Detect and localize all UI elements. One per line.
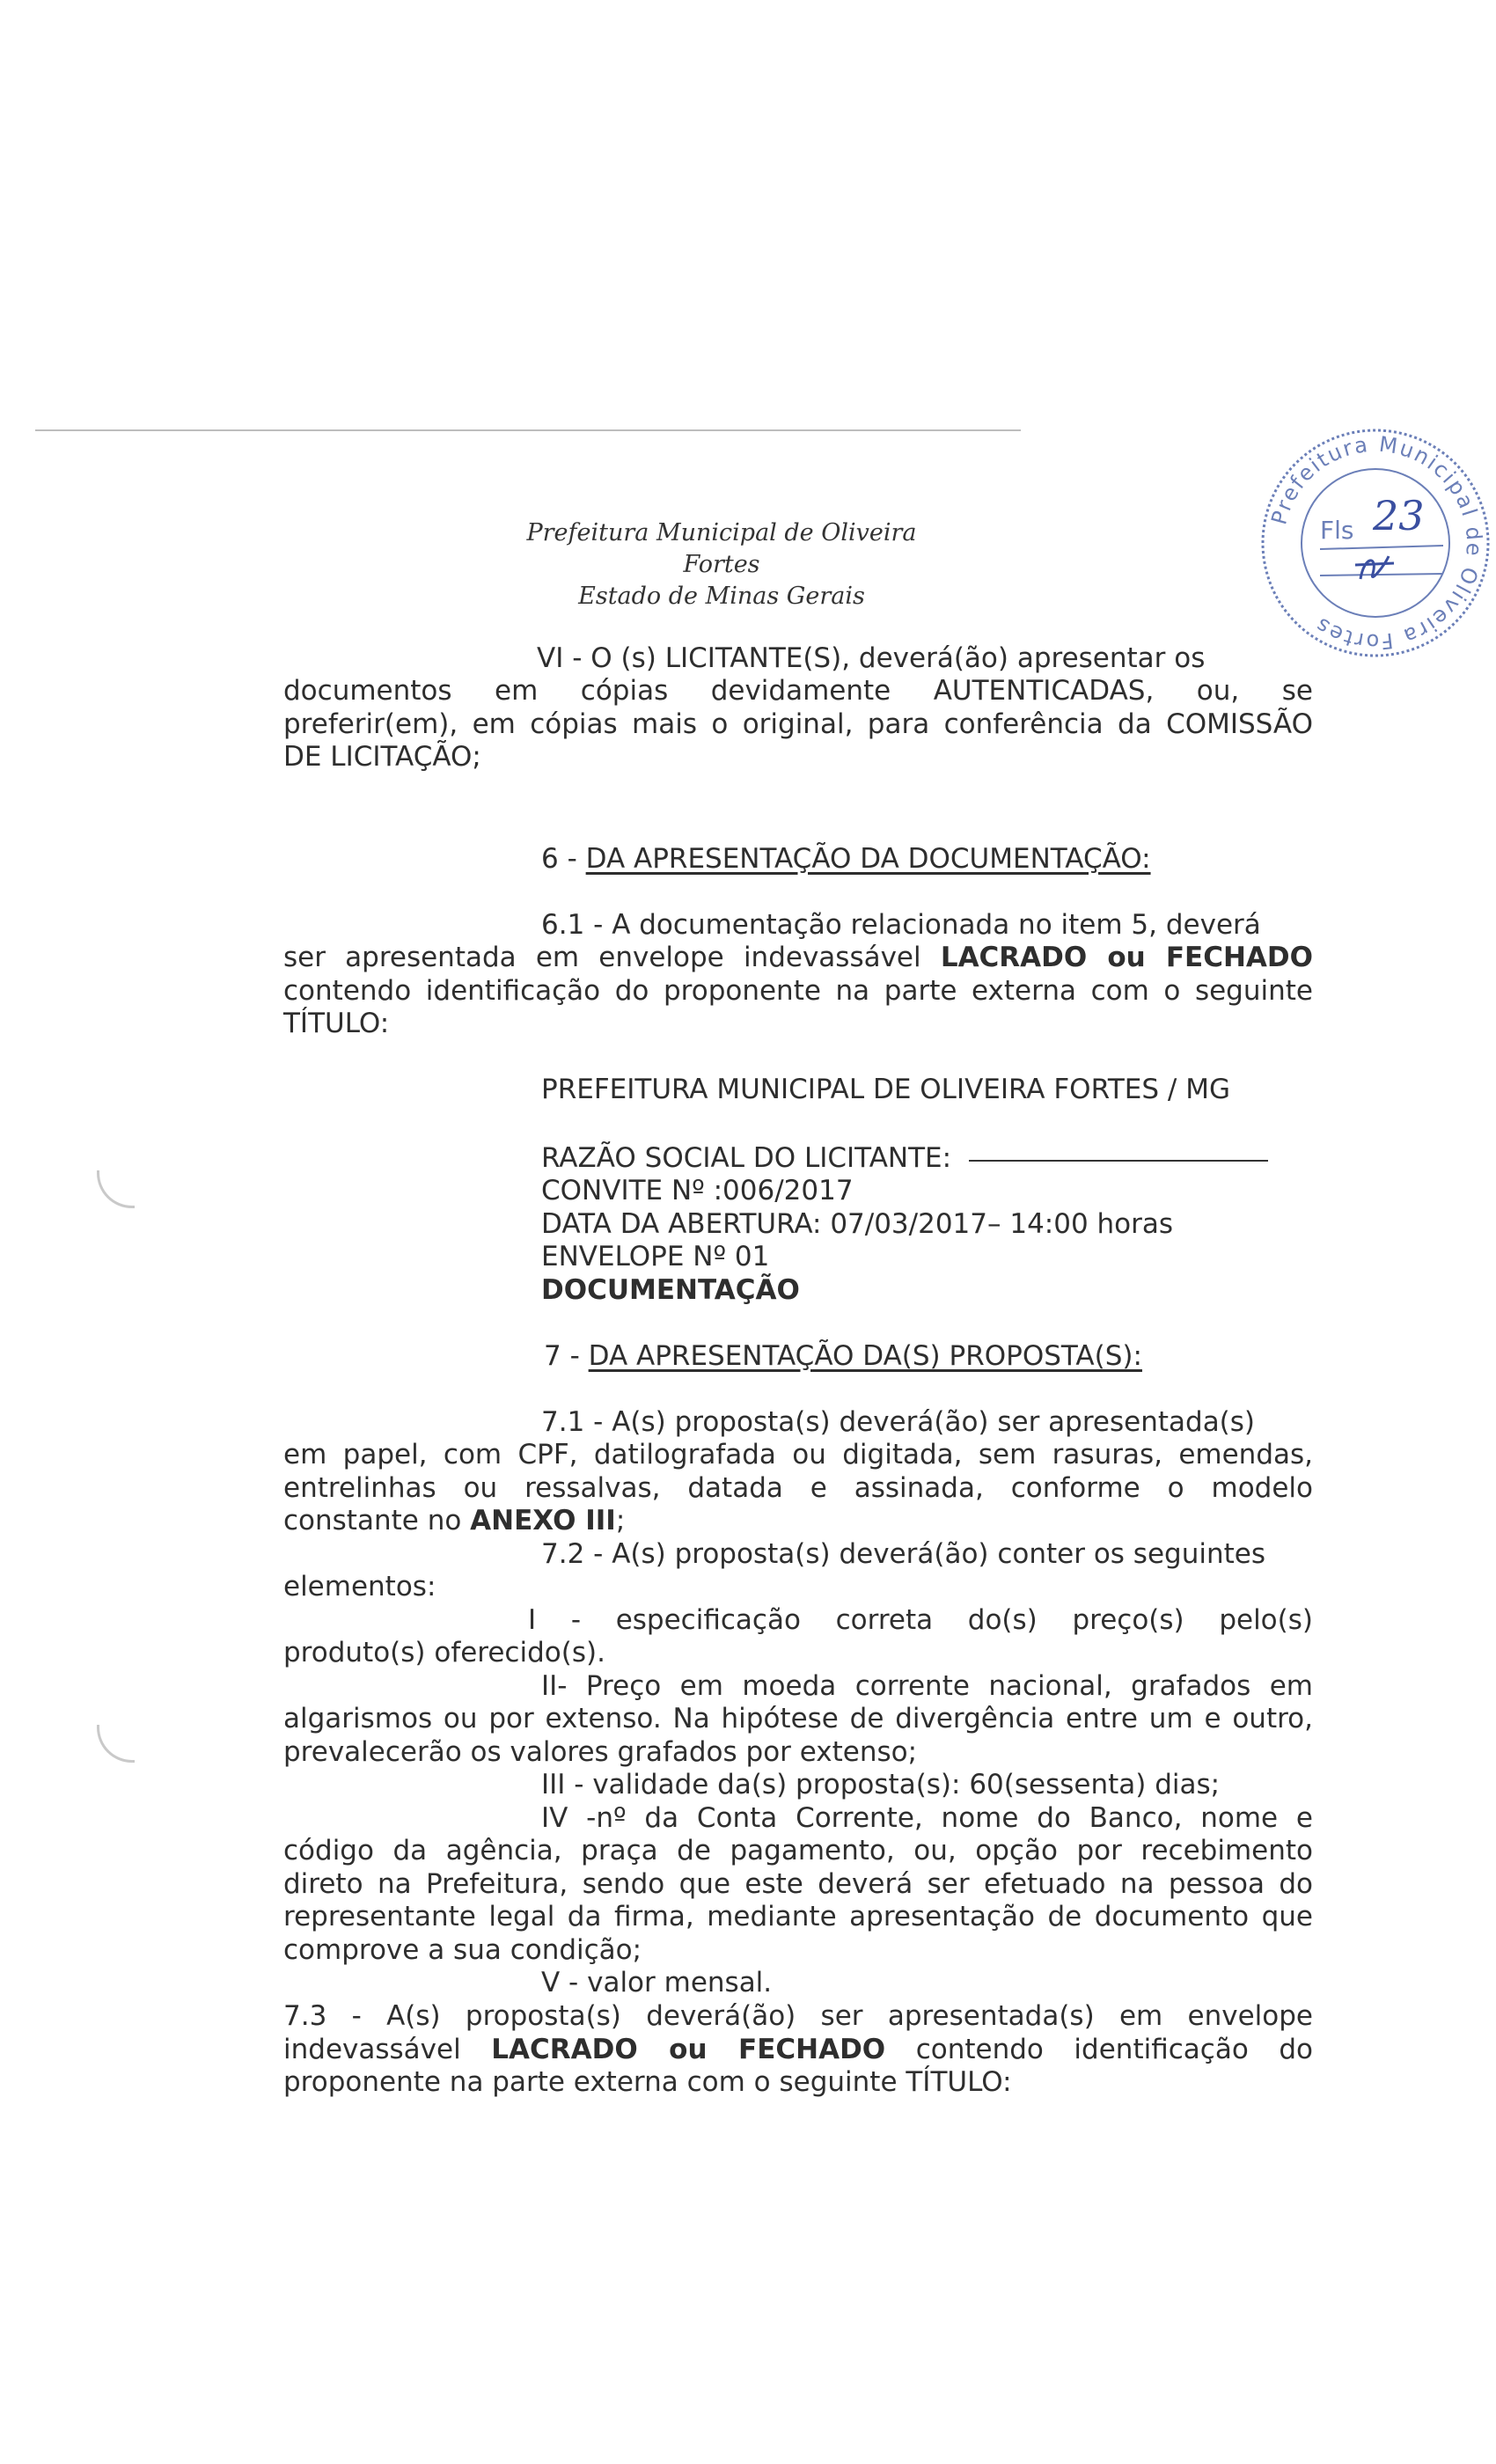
emphasis-text: LACRADO ou FECHADO <box>940 942 1313 973</box>
text-line: produto(s) oferecido(s). <box>283 1637 605 1668</box>
letterhead <box>493 517 950 612</box>
envelope-1-number: ENVELOPE Nº 01 <box>541 1241 770 1272</box>
item-ii-lead-line <box>541 1670 1313 1704</box>
text-line: IV -nº da Conta Corrente, nome do Banco, nome e <box>541 1802 1313 1834</box>
text-line: contendo identificação do proponente na parte externa com o seguinte <box>283 974 1313 1007</box>
envelope-1-razao <box>541 1142 1268 1176</box>
item-vi-lead: VI - O (s) LICITANTE(S), deverá(ão) apresentar os <box>537 642 1206 674</box>
text-line <box>283 2034 1313 2067</box>
item-ii-body <box>283 1703 1313 1769</box>
text-line: TÍTULO: <box>283 1008 390 1039</box>
text-run: ; <box>615 1505 626 1536</box>
letterhead-municipality: Prefeitura Municipal de Oliveira Fortes <box>526 519 917 578</box>
text-line <box>283 1505 1313 1538</box>
para-6-1-lead: 6.1 - A documentação relacionada no item 5, deverá <box>541 909 1261 941</box>
razao-label: RAZÃO SOCIAL DO LICITANTE: <box>541 1142 952 1174</box>
emphasis-text: ANEXO III <box>470 1505 616 1536</box>
para-7-2-body <box>283 1571 1313 1604</box>
item-i-body <box>283 1637 1313 1670</box>
item-iv-lead-line <box>541 1802 1313 1836</box>
section-6-number: 6 - <box>541 843 586 875</box>
page-number-stamp <box>1257 424 1494 662</box>
para-6-1-body <box>283 942 1313 1041</box>
stamp-ring-text: Prefeitura Municipal de Oliveira Fortes <box>1266 431 1487 655</box>
text-line: proponente na parte externa com o seguinte TÍTULO: <box>283 2066 1012 2098</box>
section-6-title: DA APRESENTAÇÃO DA DOCUMENTAÇÃO: <box>585 843 1151 875</box>
stamp-label: Fls <box>1320 516 1354 545</box>
text-line <box>283 942 1313 975</box>
item-vi-body <box>283 675 1313 774</box>
text-line: representante legal da firma, mediante apresentação de documento que <box>283 1901 1313 1932</box>
text-run: indevassável <box>283 2033 492 2065</box>
text-line: I - especificação correta do(s) preço(s) pelo(s) <box>528 1604 1313 1636</box>
text-line: documentos em cópias devidamente AUTENTICADAS, ou, se <box>283 675 1313 707</box>
item-v: V - valor mensal. <box>541 1967 773 1998</box>
punch-hole-mark <box>97 1725 135 1763</box>
text-line: direto na Prefeitura, sendo que este deverá ser efetuado na pessoa do <box>283 1867 1313 1900</box>
section-7-heading <box>544 1340 1142 1374</box>
text-run: contendo identificação do <box>885 2033 1313 2065</box>
para-7-2-lead: 7.2 - A(s) proposta(s) deverá(ão) conter os seguintes <box>541 1538 1265 1570</box>
razao-blank-line <box>969 1160 1268 1162</box>
punch-hole-mark <box>97 1170 135 1208</box>
section-7-number: 7 - <box>544 1340 589 1372</box>
text-line: entrelinhas ou ressalvas, datada e assinada, conforme o modelo <box>283 1471 1313 1504</box>
item-i-lead-line <box>528 1604 1313 1638</box>
text-line: elementos: <box>283 1571 436 1602</box>
text-line: comprove a sua condição; <box>283 1933 642 1966</box>
envelope-1-type: DOCUMENTAÇÃO <box>541 1274 800 1306</box>
text-run: ser apresentada em envelope indevassável <box>283 942 941 973</box>
text-line: código da agência, praça de pagamento, ou, opção por recebimento <box>283 1835 1313 1866</box>
text-line: preferir(em), em cópias mais o original, para conferência da COMISSÃO <box>283 708 1313 740</box>
para-7-1-lead: 7.1 - A(s) proposta(s) deverá(ão) ser apresentada(s) <box>541 1406 1256 1438</box>
scan-divider-line <box>35 429 1021 431</box>
envelope-1-title: PREFEITURA MUNICIPAL DE OLIVEIRA FORTES / MG <box>541 1074 1230 1105</box>
para-7-1-body <box>283 1439 1313 1538</box>
text-line: II- Preço em moeda corrente nacional, grafados em <box>541 1670 1313 1702</box>
emphasis-text: LACRADO ou FECHADO <box>491 2033 886 2065</box>
item-iv-body <box>283 1835 1313 1967</box>
text-line: prevalecerão os valores grafados por extenso; <box>283 1735 918 1768</box>
envelope-1-data: DATA DA ABERTURA: 07/03/2017– 14:00 horas <box>541 1208 1174 1240</box>
text-line: algarismos ou por extenso. Na hipótese de divergência entre um e outro, <box>283 1703 1313 1734</box>
text-line: em papel, com CPF, datilografada ou digitada, sem rasuras, emendas, <box>283 1439 1313 1470</box>
section-7-title: DA APRESENTAÇÃO DA(S) PROPOSTA(S): <box>588 1340 1142 1372</box>
text-line: 7.3 - A(s) proposta(s) deverá(ão) ser apresentada(s) em envelope <box>283 2000 1313 2032</box>
envelope-1-convite: CONVITE Nº :006/2017 <box>541 1175 854 1206</box>
stamp-signature-icon <box>1355 556 1394 579</box>
text-line: DE LICITAÇÃO; <box>283 741 481 773</box>
section-6-heading <box>541 843 1151 876</box>
text-run: constante no <box>283 1505 471 1536</box>
item-iii: III - validade da(s) proposta(s): 60(sessenta) dias; <box>541 1769 1221 1800</box>
para-7-3 <box>283 2000 1313 2100</box>
stamp-page-number: 23 <box>1373 492 1425 539</box>
svg-text:Prefeitura Municipal de Olivei <box>1266 432 1486 655</box>
letterhead-state: Estado de Minas Gerais <box>578 583 865 610</box>
